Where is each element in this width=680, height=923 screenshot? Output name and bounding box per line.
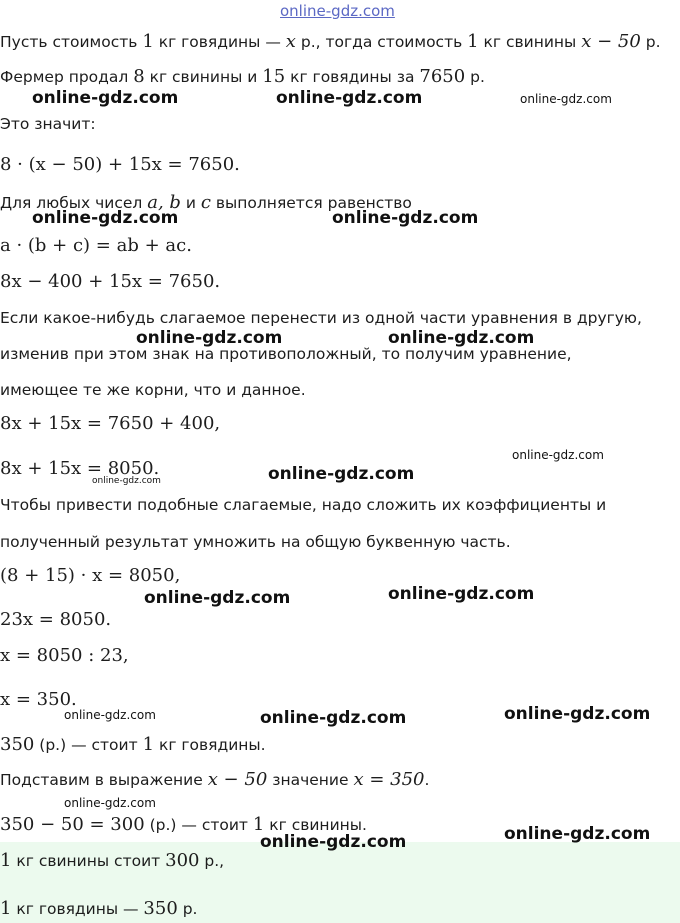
math-fragment: 1 [252,814,265,835]
text-fragment: (р.) — стоит [144,816,253,834]
math-fragment: a, b [147,192,181,213]
watermark: online-gdz.com [92,476,161,486]
text-fragment: кг свинины стоит [11,852,166,870]
watermark: online-gdz.com [332,208,479,228]
text-fragment: Фермер продал [0,68,134,86]
math-fragment: x − 50 [207,769,268,790]
text-fragment: и [180,194,201,212]
text-line-2 [0,66,485,88]
text-line-8: Чтобы привести подобные слагаемые, надо сложить их коэффициенты и [0,496,607,514]
math-fragment: 8 [133,66,145,87]
text-line-10 [0,734,266,756]
math-fragment: x [285,31,296,52]
text-fragment: кг говядины — [11,900,144,918]
text-line-5: Если какое-нибудь слагаемое перенести из одной части уравнения в другую, [0,309,642,327]
watermark: online-gdz.com [136,328,283,348]
text-fragment: выполняется равенство [210,194,412,212]
math-fragment: 350 [143,898,178,919]
watermark: online-gdz.com [144,588,291,608]
math-fragment: c [200,192,211,213]
text-line-9: полученный результат умножить на общую буквенную часть. [0,533,511,551]
watermark: online-gdz.com [32,208,179,228]
text-fragment: р., тогда стоимость [295,33,468,51]
site-header-link[interactable]: online-gdz.com [280,2,395,20]
equation-4: 8x + 15x = 7650 + 400, [0,413,221,434]
text-fragment: р. [177,900,198,918]
equation-8: x = 8050 : 23, [0,645,129,666]
watermark: online-gdz.com [64,796,156,810]
text-fragment: Пусть стоимость [0,33,143,51]
watermark: online-gdz.com [388,328,535,348]
math-fragment: 1 [142,734,155,755]
watermark: online-gdz.com [32,88,179,108]
math-fragment: 15 [262,66,286,87]
text-line-11 [0,769,429,791]
watermark: online-gdz.com [504,704,651,724]
math-fragment: 350 − 50 = 300 [0,814,145,835]
watermark: online-gdz.com [268,464,415,484]
math-fragment: 7650 [419,66,466,87]
text-line-3: Это значит: [0,115,96,133]
math-fragment: 1 [0,898,12,919]
watermark: online-gdz.com [260,708,407,728]
text-fragment: р. [640,33,661,51]
text-fragment: Подставим в выражение [0,771,208,789]
text-fragment: Для любых чисел [0,194,148,212]
answer-line-1 [0,850,224,872]
text-fragment: кг говядины — [153,33,286,51]
math-fragment: 1 [0,850,12,871]
watermark: online-gdz.com [64,708,156,722]
text-fragment: кг свинины и [144,68,263,86]
watermark: online-gdz.com [520,92,612,106]
text-fragment: . [424,771,430,789]
math-fragment: x − 50 [581,31,641,52]
watermark: online-gdz.com [512,448,604,462]
watermark: online-gdz.com [388,584,535,604]
text-line-1 [0,31,661,53]
math-fragment: 350 [0,734,35,755]
math-fragment: 1 [142,31,154,52]
text-fragment: (р.) — стоит [34,736,143,754]
text-fragment: кг говядины. [154,736,266,754]
math-fragment: 300 [165,850,200,871]
watermark: online-gdz.com [504,824,651,844]
equation-3: 8x − 400 + 15x = 7650. [0,271,221,292]
equation-1: 8 · (x − 50) + 15x = 7650. [0,154,240,175]
equation-7: 23x = 8050. [0,609,112,630]
answer-line-2 [0,898,197,920]
equation-2: a · (b + c) = ab + ac. [0,235,192,256]
equation-9: x = 350. [0,689,77,710]
text-line-6: изменив при этом знак на противоположный, то получим уравнение, [0,345,572,363]
text-fragment: кг говядины за [285,68,420,86]
watermark: online-gdz.com [260,832,407,852]
math-fragment: x = 350 [353,769,425,790]
text-fragment: кг свинины [478,33,582,51]
equation-6: (8 + 15) · x = 8050, [0,565,181,586]
math-fragment: 1 [467,31,479,52]
text-line-7: имеющее те же корни, что и данное. [0,381,306,399]
text-fragment: р. [465,68,485,86]
text-fragment: р., [199,852,225,870]
text-fragment: значение [267,771,354,789]
equation-5: 8x + 15x = 8050. [0,458,160,479]
text-fragment: кг свинины. [264,816,367,834]
watermark: online-gdz.com [276,88,423,108]
